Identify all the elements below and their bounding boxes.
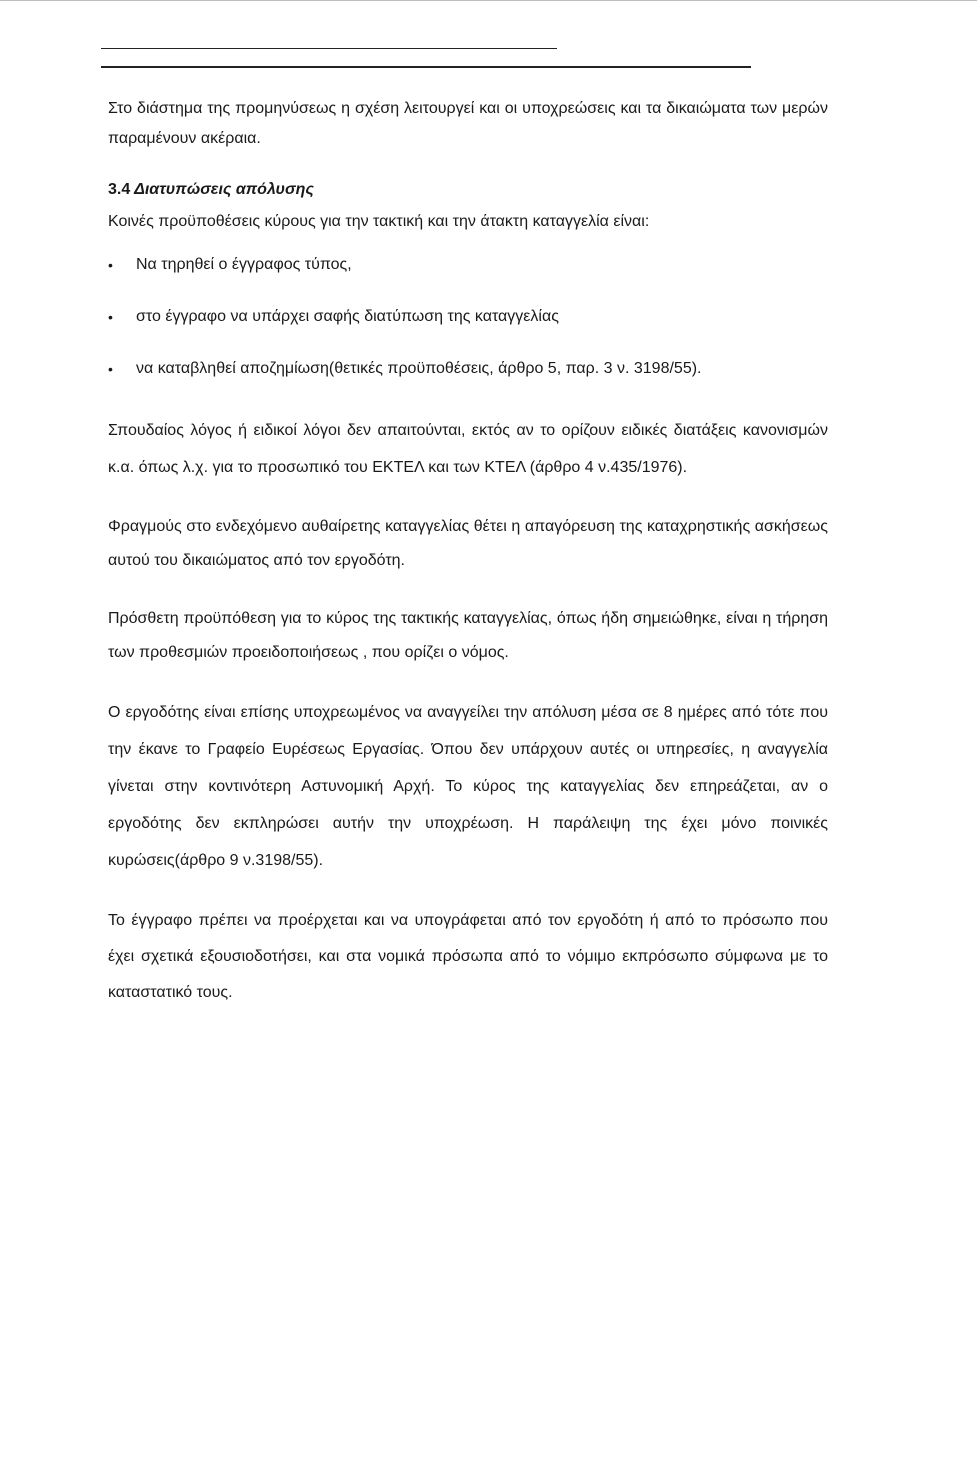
serious-reason-paragraph: Σπουδαίος λόγος ή ειδικοί λόγοι δεν απαιτούνται, εκτός αν το ορίζουν ειδικές διατάξεις κανονισμών κ.α. όπως λ.χ. για το προσωπικό του ΕΚΤΕΛ και των ΚΤΕΛ (άρθρο 4 ν.435/1976). (108, 422, 828, 476)
top-edge-line (0, 0, 977, 1)
section-heading (108, 176, 828, 204)
section-title: Διατυπώσεις απόλυσης (134, 181, 314, 198)
bullet-icon: • (108, 309, 113, 325)
document-body (108, 94, 828, 1011)
employer-obligation-paragraph: Ο εργοδότης είναι επίσης υποχρεωμένος να αναγγείλει την απόλυση μέσα σε 8 ημέρες από τότε που την έκανε το Γραφείο Ευρέσεως Εργασίας. Όπου δεν υπάρχουν αυτές οι υπηρεσίες, η αναγγελία γίνεται στην κοντινότερη Αστυνομική Αρχή. Το κύρος της καταγγελίας δεν επηρεάζεται, αν ο εργοδότης δεν εκπληρώσει αυτήν την υποχρέωση. Η παράλειψη της έχει μόνο ποινικές κυρώσεις(άρθρο 9 ν.3198/55). (108, 704, 828, 869)
common-conditions-paragraph: Κοινές προϋποθέσεις κύρους για την τακτική και την άτακτη καταγγελία είναι: (108, 213, 650, 230)
additional-condition-paragraph: Πρόσθετη προϋπόθεση για το κύρος της τακτικής καταγγελίας, όπως ήδη σημειώθηκε, είναι η τήρηση των προθεσμιών προειδοποιήσεως , που ορίζει ο νόμος. (108, 610, 828, 661)
footnote-separator-long (101, 66, 751, 68)
footnote-separator-short (101, 48, 557, 49)
list-item-text: να καταβληθεί αποζημίωση(θετικές προϋποθέσεις, άρθρο 5, παρ. 3 ν. 3198/55). (136, 360, 702, 377)
conditions-list (108, 248, 828, 386)
list-item-text: στο έγγραφο να υπάρχει σαφής διατύπωση της καταγγελίας (136, 308, 559, 325)
bullet-icon: • (108, 361, 113, 377)
list-item (108, 352, 828, 386)
section-number: 3.4 (108, 181, 131, 198)
barriers-paragraph: Φραγμούς στο ενδεχόμενο αυθαίρετης καταγγελίας θέτει η απαγόρευση της καταχρηστικής ασκήσεως αυτού του δικαιώματος από τον εργοδότη. (108, 518, 828, 569)
intro-paragraph: Στο διάστημα της προμηνύσεως η σχέση λειτουργεί και οι υποχρεώσεις και τα δικαιώματα των μερών παραμένουν ακέραια. (108, 100, 828, 147)
list-item (108, 248, 828, 282)
document-signing-paragraph: Το έγγραφο πρέπει να προέρχεται και να υπογράφεται από τον εργοδότη ή από το πρόσωπο που έχει σχετικά εξουσιοδοτήσει, και στα νομικά πρόσωπα από το νόμιμο εκπρόσωπο σύμφωνα με το καταστατικό τους. (108, 912, 828, 1001)
bullet-icon: • (108, 257, 113, 273)
list-item (108, 300, 828, 334)
list-item-text: Να τηρηθεί ο έγγραφος τύπος, (136, 256, 352, 273)
